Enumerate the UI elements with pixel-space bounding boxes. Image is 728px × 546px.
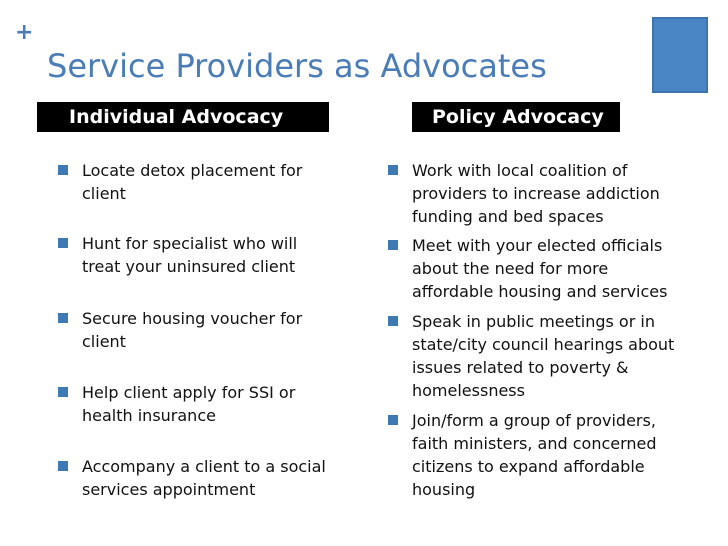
accent-bar [652,17,708,93]
square-bullet-icon [388,415,398,425]
list-item [58,381,348,427]
square-bullet-icon [388,316,398,326]
list-item [388,409,688,501]
individual-advocacy-header: Individual Advocacy [37,102,329,132]
list-item-text: Locate detox placement for client [82,161,303,203]
square-bullet-icon [58,387,68,397]
list-item-text: Work with local coalition of providers to increase addiction funding and bed spaces [412,161,660,226]
square-bullet-icon [58,313,68,323]
list-item-text: Join/form a group of providers, faith ministers, and concerned citizens to expand affordable housing [412,411,657,499]
list-item-text: Speak in public meetings or in state/city council hearings about issues related to poverty & homelessness [412,312,675,400]
square-bullet-icon [58,461,68,471]
list-item [58,159,348,205]
list-item [388,234,688,303]
list-item-text: Secure housing voucher for client [82,309,303,351]
square-bullet-icon [388,165,398,175]
list-item-text: Meet with your elected officials about the need for more affordable housing and services [412,236,668,301]
list-item [388,159,678,228]
list-item [58,307,348,353]
square-bullet-icon [58,165,68,175]
plus-icon: + [15,20,34,45]
square-bullet-icon [388,240,398,250]
list-item [58,232,328,278]
policy-advocacy-header: Policy Advocacy [412,102,620,132]
square-bullet-icon [58,238,68,248]
list-item [58,455,348,501]
list-item [388,310,678,402]
list-item-text: Accompany a client to a social services appointment [82,457,326,499]
list-item-text: Help client apply for SSI or health insurance [82,383,296,425]
list-item-text: Hunt for specialist who will treat your uninsured client [82,234,298,276]
slide-title: Service Providers as Advocates [47,47,547,85]
